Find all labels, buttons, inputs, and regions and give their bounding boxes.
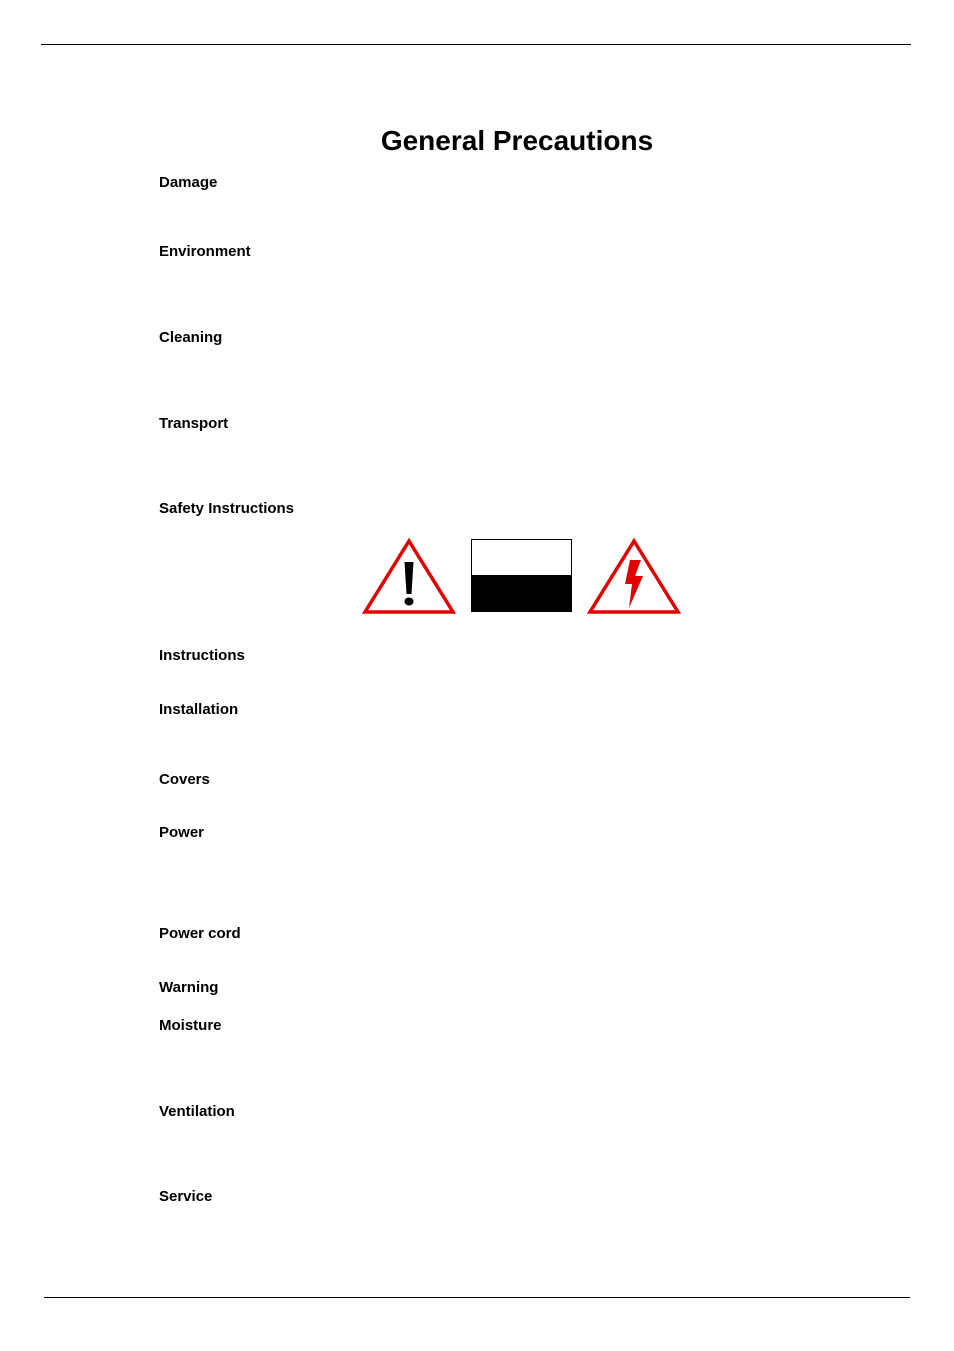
section-heading-transport: Transport (159, 415, 229, 432)
section-heading-damage: Damage (159, 174, 218, 191)
section-heading-moisture: Moisture (159, 1017, 222, 1034)
section-heading-instructions: Instructions (159, 647, 245, 664)
section-heading-power-cord: Power cord (159, 925, 241, 942)
page-title: General Precautions (380, 124, 654, 156)
electric-shock-warning-icon (587, 538, 681, 615)
exclamation-warning-icon (362, 538, 456, 615)
caution-label-box-dark-band (472, 575, 571, 611)
section-heading-power: Power (159, 824, 205, 841)
footer-rule (44, 1297, 910, 1298)
header-rule (41, 44, 911, 45)
section-heading-service: Service (159, 1188, 213, 1205)
section-heading-covers: Covers (159, 771, 210, 788)
section-heading-warning: Warning (159, 979, 219, 996)
section-heading-safety-instructions: Safety Instructions (159, 500, 295, 517)
section-heading-cleaning: Cleaning (159, 329, 223, 346)
section-heading-installation: Installation (159, 701, 239, 718)
section-heading-environment: Environment (159, 243, 251, 260)
section-heading-ventilation: Ventilation (159, 1103, 235, 1120)
caution-label-box (471, 539, 572, 612)
